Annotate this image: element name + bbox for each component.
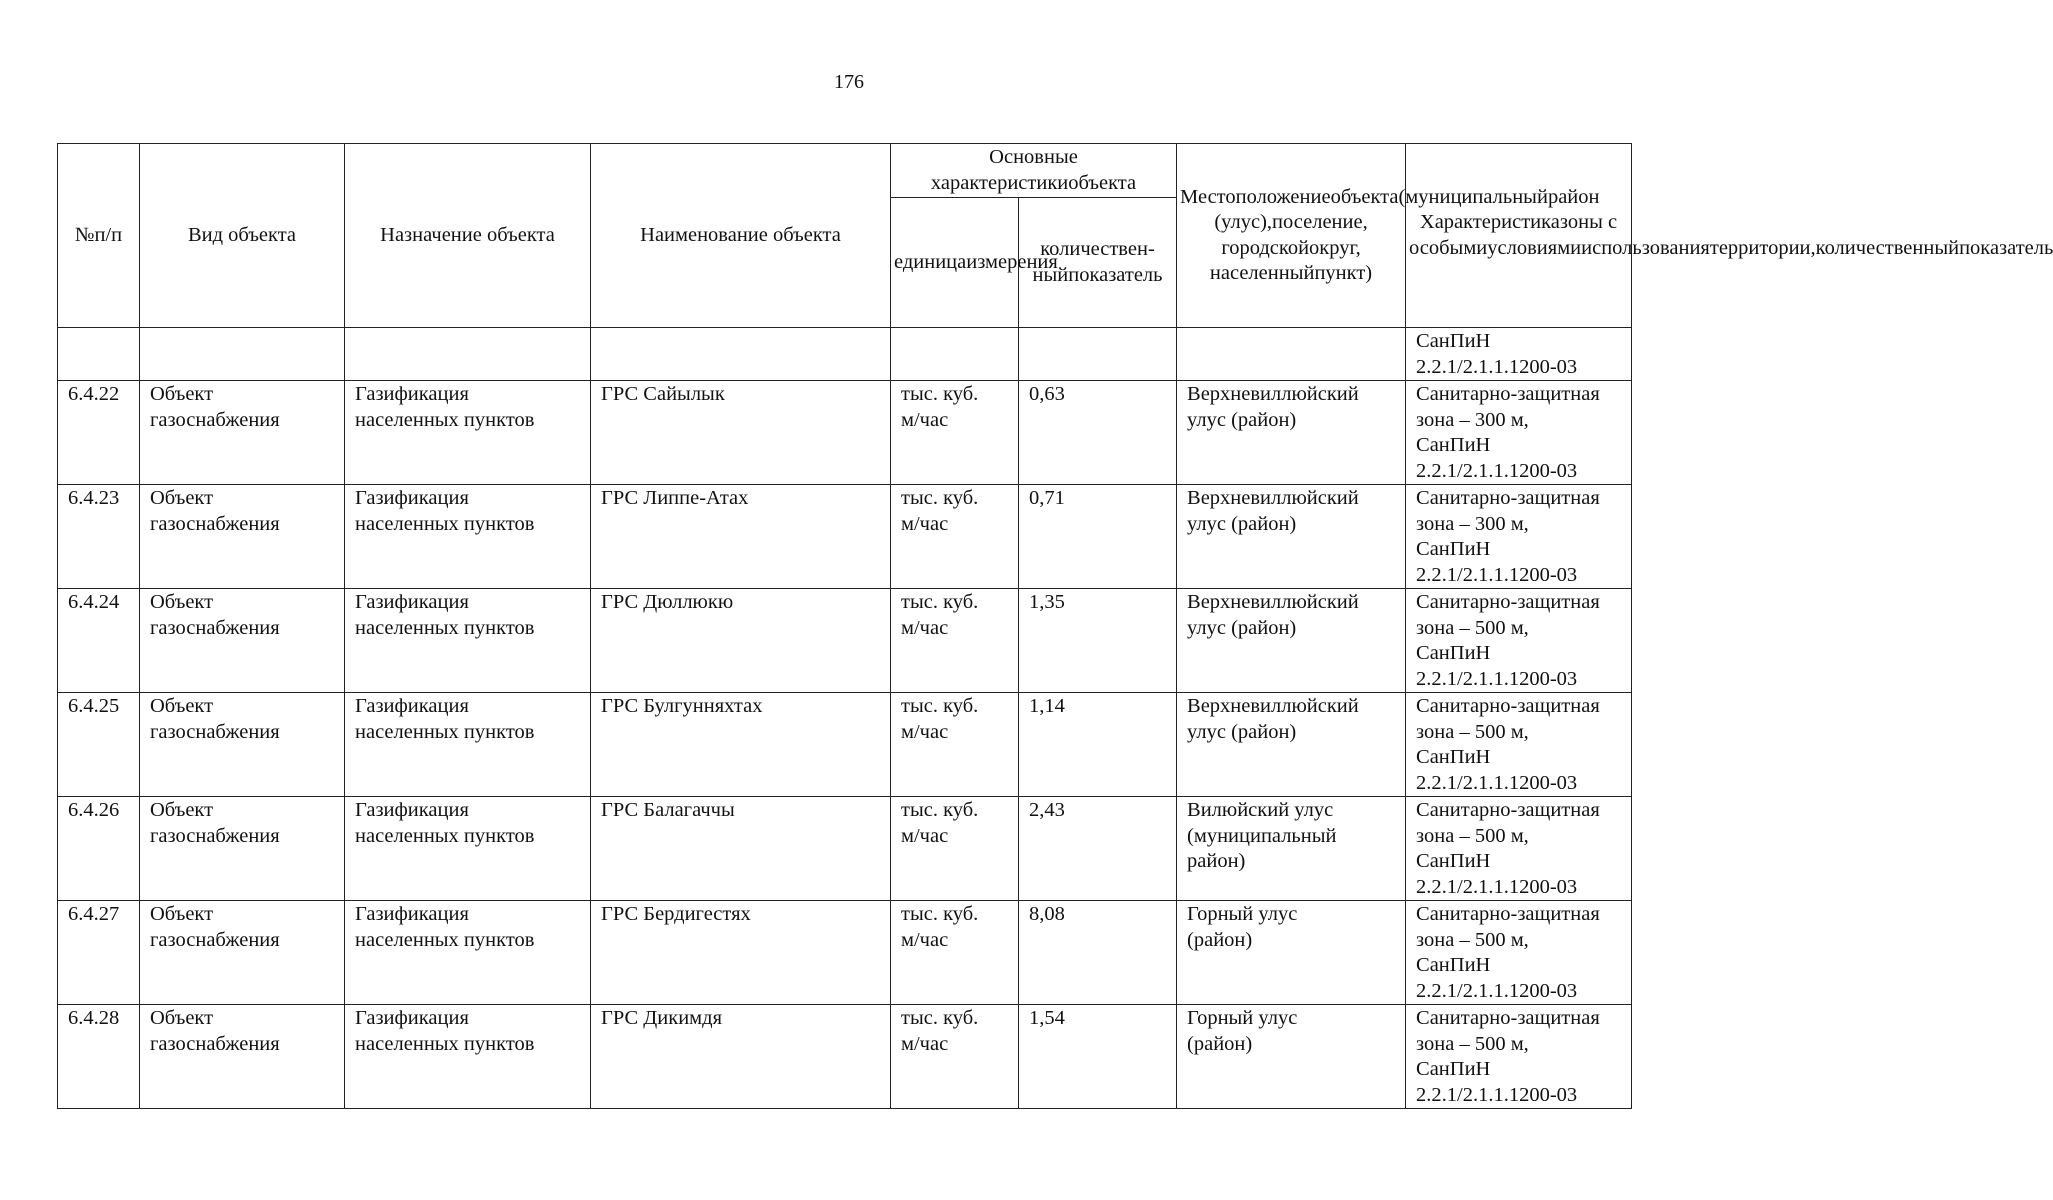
text-line: Санитарно-защитная [1416, 1007, 1600, 1029]
text-line: 2.2.1/2.1.1.1200-03 [1416, 355, 1578, 378]
cell-type [140, 901, 345, 1005]
header-zone [1406, 144, 2053, 328]
cell-num [58, 328, 140, 381]
header-quantity [1019, 198, 1177, 328]
text-line: зона – 500 м, [1416, 1032, 1529, 1055]
text-line: количественный [1815, 236, 1960, 259]
cell-num: 6.4.28 [58, 1005, 140, 1109]
text-line: населенных пунктов [355, 1032, 535, 1055]
text-line: (район) [1187, 1032, 1253, 1055]
cell-num: 6.4.22 [58, 381, 140, 485]
cell-zone [1406, 328, 1632, 381]
text-line: Санитарно-защитная [1416, 383, 1600, 405]
cell-quantity [1019, 328, 1177, 381]
text-line: Газификация [355, 1007, 469, 1029]
text-line: тыс. куб. [901, 695, 979, 717]
text-line: газоснабжения [150, 928, 280, 951]
text-line: тыс. куб. [901, 903, 979, 925]
cell-num: 6.4.24 [58, 589, 140, 693]
cell-type [140, 328, 345, 381]
cell-zone [1406, 1005, 1632, 1109]
text-line: зона – 500 м, [1416, 720, 1529, 743]
text-line: 2.2.1/2.1.1.1200-03 [1416, 667, 1578, 690]
text-line: газоснабжения [150, 408, 280, 431]
table-row [58, 901, 1632, 1005]
table-row [58, 693, 1632, 797]
text-line: м/час [901, 928, 949, 951]
cell-location [1177, 901, 1406, 1005]
text-line: объекта [1330, 185, 1399, 208]
cell-num: 6.4.27 [58, 901, 140, 1005]
cell-quantity: 1,14 [1019, 693, 1177, 797]
page-number: 176 [834, 71, 864, 93]
text-line: использования [1581, 236, 1710, 259]
text-line: Объект [150, 591, 214, 613]
table-row [58, 485, 1632, 589]
cell-purpose [345, 381, 591, 485]
cell-purpose [345, 328, 591, 381]
cell-zone [1406, 901, 1632, 1005]
text-line: Санитарно-защитная [1416, 695, 1600, 717]
text-line: Горный улус [1187, 1007, 1298, 1029]
text-line: район) [1187, 850, 1246, 872]
text-line: (муниципальный [1187, 824, 1337, 847]
table-row [58, 381, 1632, 485]
text-line: СанПиН [1416, 850, 1491, 872]
text-line: Объект [150, 903, 214, 925]
header-main-characteristics [891, 144, 1177, 198]
text-line: Газификация [355, 591, 469, 613]
text-line: Верхневиллюйский [1187, 695, 1359, 717]
text-line: (муниципальный [1398, 185, 1548, 208]
text-line: м/час [901, 616, 949, 639]
text-line: Верхневиллюйский [1187, 591, 1359, 613]
cell-quantity: 2,43 [1019, 797, 1177, 901]
text-line: пункт) [1314, 262, 1373, 284]
text-line: м/час [901, 1032, 949, 1055]
text-line: Газификация [355, 799, 469, 821]
text-line: Газификация [355, 903, 469, 925]
cell-name: ГРС Балагаччы [591, 797, 891, 901]
text-line: зона – 300 м, [1416, 408, 1529, 431]
text-line: район (улус), [1214, 185, 1600, 233]
header-row [58, 144, 1632, 198]
text-line: Объект [150, 487, 214, 509]
cell-purpose [345, 1005, 591, 1109]
text-line: населенных пунктов [355, 408, 535, 431]
text-line: газоснабжения [150, 824, 280, 847]
text-line: 2.2.1/2.1.1.1200-03 [1416, 1083, 1578, 1106]
text-line: тыс. куб. [901, 1007, 979, 1029]
cell-unit [891, 381, 1019, 485]
cell-name: ГРС Булгунняхтах [591, 693, 891, 797]
text-line: СанПиН [1416, 330, 1491, 352]
header-name: Наименование объекта [591, 144, 891, 328]
text-line: газоснабжения [150, 720, 280, 743]
text-line: улус (район) [1187, 512, 1297, 535]
text-line: улус (район) [1187, 720, 1297, 743]
text-line: № [74, 223, 95, 246]
text-line: территории, [1709, 236, 1816, 259]
cell-unit [891, 1005, 1019, 1109]
text-line: м/час [901, 512, 949, 535]
cell-unit [891, 328, 1019, 381]
text-line: Верхневиллюйский [1187, 487, 1359, 509]
text-line: 2.2.1/2.1.1.1200-03 [1416, 979, 1578, 1002]
cell-location [1177, 589, 1406, 693]
text-line: улус (район) [1187, 616, 1297, 639]
cell-unit [891, 901, 1019, 1005]
cell-num: 6.4.26 [58, 797, 140, 901]
continuation-row [58, 328, 1632, 381]
text-line: 2.2.1/2.1.1.1200-03 [1416, 459, 1578, 482]
text-line: Основные характеристики [930, 146, 1078, 194]
text-line: газоснабжения [150, 1032, 280, 1055]
cell-type [140, 589, 345, 693]
cell-name: ГРС Дюллюкю [591, 589, 891, 693]
text-line: количествен- [1040, 238, 1155, 260]
header-purpose: Назначение объекта [345, 144, 591, 328]
cell-name: ГРС Липпе-Атах [591, 485, 891, 589]
cell-purpose [345, 485, 591, 589]
cell-location [1177, 797, 1406, 901]
text-line: Верхневиллюйский [1187, 383, 1359, 405]
cell-purpose [345, 693, 591, 797]
cell-num: 6.4.23 [58, 485, 140, 589]
text-line: населенных пунктов [355, 824, 535, 847]
text-line: 2.2.1/2.1.1.1200-03 [1416, 875, 1578, 898]
cell-num: 6.4.25 [58, 693, 140, 797]
text-line: м/час [901, 720, 949, 743]
cell-location [1177, 693, 1406, 797]
text-line: зона – 500 м, [1416, 616, 1529, 639]
text-line: населенных пунктов [355, 512, 535, 535]
text-line: Санитарно-защитная [1416, 487, 1600, 509]
cell-name: ГРС Дикимдя [591, 1005, 891, 1109]
text-line: единица [894, 250, 967, 273]
text-line: 2.2.1/2.1.1.1200-03 [1416, 771, 1578, 794]
text-line: улус (район) [1187, 408, 1297, 431]
text-line: Газификация [355, 487, 469, 509]
objects-table [57, 143, 2053, 1109]
cell-purpose [345, 797, 591, 901]
text-line: объекта [1068, 171, 1137, 194]
cell-quantity: 1,35 [1019, 589, 1177, 693]
cell-type [140, 381, 345, 485]
text-line: Объект [150, 799, 214, 821]
text-line: зона – 500 м, [1416, 928, 1529, 951]
text-line: м/час [901, 408, 949, 431]
cell-unit [891, 485, 1019, 589]
text-line: населенных пунктов [355, 928, 535, 951]
text-line: условиями [1487, 236, 1582, 259]
text-line: показатель [1068, 263, 1163, 286]
text-line: зона – 500 м, [1416, 824, 1529, 847]
cell-type [140, 797, 345, 901]
cell-unit [891, 797, 1019, 901]
text-line: Вилюйский улус [1187, 799, 1334, 821]
cell-zone [1406, 693, 1632, 797]
text-line: Газификация [355, 695, 469, 717]
cell-location [1177, 1005, 1406, 1109]
text-line: газоснабжения [150, 616, 280, 639]
text-line: Объект [150, 383, 214, 405]
text-line: ный [1032, 263, 1069, 286]
text-line: Санитарно-защитная [1416, 591, 1600, 613]
text-line: (район) [1187, 928, 1253, 951]
text-line: измерения [966, 250, 1058, 273]
cell-quantity: 0,71 [1019, 485, 1177, 589]
cell-zone [1406, 485, 1632, 589]
text-line: Местоположение [1180, 185, 1331, 208]
cell-unit [891, 693, 1019, 797]
text-line: тыс. куб. [901, 799, 979, 821]
text-line: СанПиН [1416, 434, 1491, 456]
text-line: Характеристика [1419, 211, 1560, 233]
text-line: зоны с особыми [1409, 211, 1618, 259]
cell-quantity: 8,08 [1019, 901, 1177, 1005]
header-num [58, 144, 140, 328]
cell-location [1177, 381, 1406, 485]
text-line: тыс. куб. [901, 487, 979, 509]
cell-zone [1406, 589, 1632, 693]
text-line: газоснабжения [150, 512, 280, 535]
cell-location [1177, 485, 1406, 589]
text-line: СанПиН [1416, 642, 1491, 664]
cell-quantity: 0,63 [1019, 381, 1177, 485]
text-line: СанПиН [1416, 954, 1491, 976]
text-line: округ, населенный [1209, 236, 1361, 284]
text-line: тыс. куб. [901, 591, 979, 613]
cell-purpose [345, 901, 591, 1005]
cell-name [591, 328, 891, 381]
text-line: 2.2.1/2.1.1.1200-03 [1416, 563, 1578, 586]
cell-quantity: 1,54 [1019, 1005, 1177, 1109]
table-row [58, 1005, 1632, 1109]
cell-name: ГРС Бердигестях [591, 901, 891, 1005]
text-line: показатель [1959, 236, 2053, 259]
cell-type [140, 1005, 345, 1109]
text-line: зона – 300 м, [1416, 512, 1529, 535]
text-line: СанПиН [1416, 1058, 1491, 1080]
text-line: Газификация [355, 383, 469, 405]
text-line: Горный улус [1187, 903, 1298, 925]
header-type: Вид объекта [140, 144, 345, 328]
text-line: СанПиН [1416, 746, 1491, 768]
cell-type [140, 693, 345, 797]
text-line: тыс. куб. [901, 383, 979, 405]
text-line: п/п [94, 223, 123, 246]
cell-type [140, 485, 345, 589]
text-line: поселение, городской [1221, 211, 1368, 259]
cell-location [1177, 328, 1406, 381]
text-line: Объект [150, 1007, 214, 1029]
text-line: населенных пунктов [355, 616, 535, 639]
cell-zone [1406, 797, 1632, 901]
text-line: СанПиН [1416, 538, 1491, 560]
text-line: населенных пунктов [355, 720, 535, 743]
cell-name: ГРС Сайылык [591, 381, 891, 485]
text-line: Объект [150, 695, 214, 717]
cell-purpose [345, 589, 591, 693]
cell-zone [1406, 381, 1632, 485]
cell-unit [891, 589, 1019, 693]
table-row [58, 797, 1632, 901]
text-line: Санитарно-защитная [1416, 799, 1600, 821]
text-line: м/час [901, 824, 949, 847]
text-line: Санитарно-защитная [1416, 903, 1600, 925]
table-row [58, 589, 1632, 693]
